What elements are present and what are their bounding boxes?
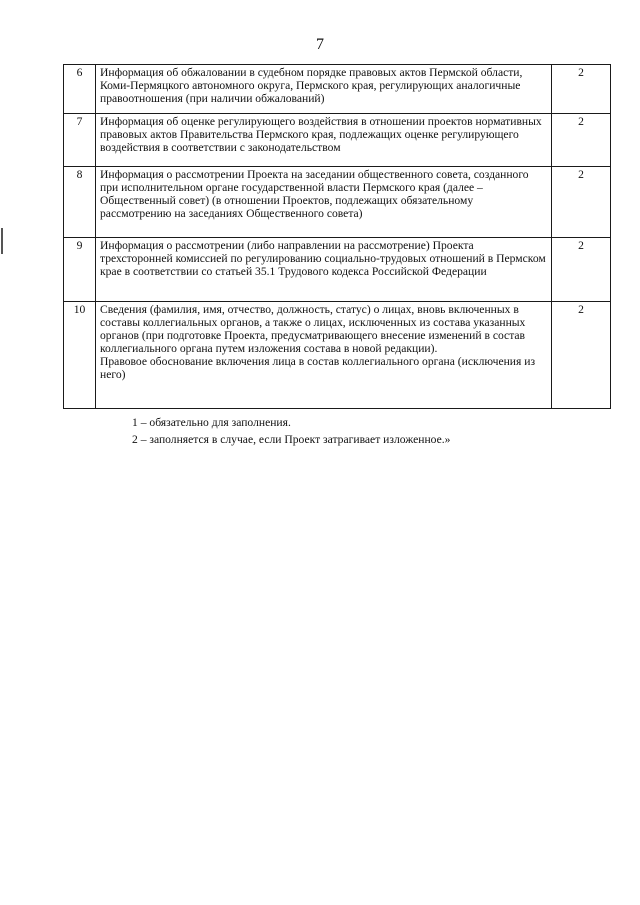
row-text-cell (96, 302, 552, 409)
row-mark: 2 (578, 115, 584, 128)
footnote-2: 2 – заполняется в случае, если Проект затрагивает изложенное.» (132, 433, 451, 446)
row-number-cell (64, 167, 96, 238)
row-number: 8 (76, 168, 83, 181)
requirements-table (63, 64, 611, 409)
row-number-cell (64, 65, 96, 114)
row-mark-cell (552, 114, 611, 167)
row-mark: 2 (578, 239, 584, 252)
row-number: 9 (76, 239, 83, 252)
page-number: 7 (316, 36, 324, 53)
table-row (64, 114, 611, 167)
row-text-cell (96, 114, 552, 167)
table-row (64, 238, 611, 302)
row-text: Информация об оценке регулирующего воздействия в отношении проектов нормативных правовых актов Правительства Пермского края, подлежащих оценке регулирующего воздействия в соответствии с законодательством (100, 115, 542, 154)
row-mark-cell (552, 65, 611, 114)
scan-artifact (1, 228, 3, 254)
row-number-cell (64, 302, 96, 409)
row-mark: 2 (578, 168, 584, 181)
footnotes (132, 414, 592, 448)
row-text-cell (96, 167, 552, 238)
row-number-cell (64, 114, 96, 167)
row-text: Сведения (фамилия, имя, отчество, должность, статус) о лицах, вновь включенных в составы коллегиальных органов, а также о лицах, исключенных из состава указанных органов (при подготовке Проекта, предусматривающего внесение изменений в состав коллегиального органа путем изложения состава в новой редакции). (100, 303, 526, 355)
row-text-legal-basis: Правовое обоснование включения лица в состав коллегиального органа (исключения из него) (100, 355, 536, 381)
row-mark-cell (552, 238, 611, 302)
table-row (64, 167, 611, 238)
row-text: Информация об обжаловании в судебном порядке правовых актов Пермской области, Коми-Пермяцкого автономного округа, Пермского края, регулирующих аналогичные правоотношения (при наличии обжалований) (100, 66, 523, 105)
row-mark: 2 (578, 66, 584, 79)
row-mark-cell (552, 167, 611, 238)
row-mark-cell (552, 302, 611, 409)
row-text-cell (96, 238, 552, 302)
row-text-cell (96, 65, 552, 114)
row-number: 10 (73, 303, 86, 316)
row-text: Информация о рассмотрении (либо направлении на рассмотрение) Проекта трехсторонней комиссией по регулированию социально-трудовых отношений в Пермском крае в соответствии со статьей 35.1 Трудового кодекса Российской Федерации (100, 239, 546, 278)
row-number: 6 (76, 66, 83, 79)
footnote-1: 1 – обязательно для заполнения. (132, 416, 291, 429)
row-text: Информация о рассмотрении Проекта на заседании общественного совета, созданного при исполнительном органе государственной власти Пермского края (далее – Общественный совет) (в отношении Проектов, подлежащих обязательному рассмотрению на заседаниях Общественного совета) (100, 168, 529, 220)
row-number: 7 (76, 115, 83, 128)
row-mark: 2 (578, 303, 584, 316)
table-row (64, 65, 611, 114)
row-number-cell (64, 238, 96, 302)
table-row (64, 302, 611, 409)
